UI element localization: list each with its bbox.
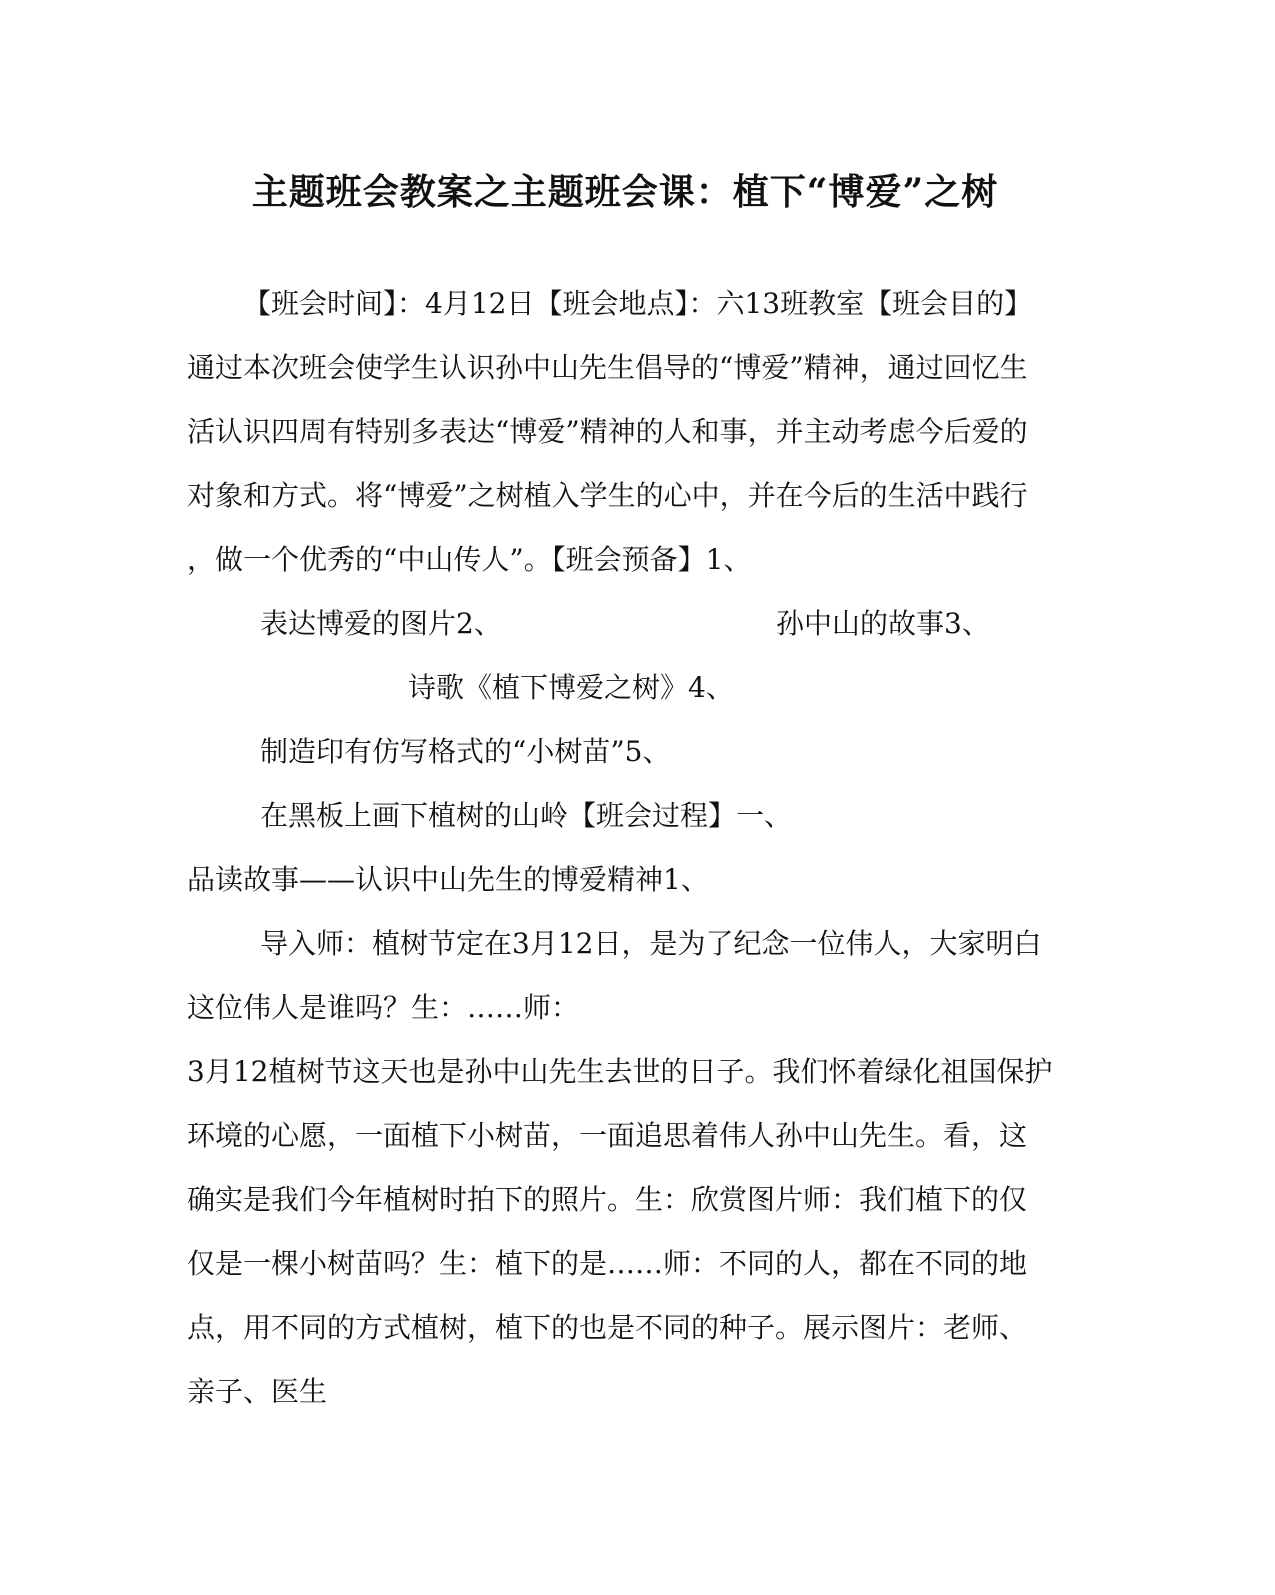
text-line: ，做一个优秀的“中山传人”。【班会预备】1、 — [187, 543, 752, 576]
text-line: 【班会时间】：4月12日【班会地点】：六13班教室【班会目的】 — [243, 287, 1033, 320]
text-line: 对象和方式。将“博爱”之树植入学生的心中，并在今后的生活中践行 — [187, 479, 1028, 512]
text-line: 3月12植树节这天也是孙中山先生去世的日子。我们怀着绿化祖国保护 — [187, 1055, 1053, 1088]
text-line: 在黑板上画下植树的山岭【班会过程】一、 — [260, 799, 793, 832]
text-line: 亲子、医生 — [187, 1375, 328, 1408]
text-line: 孙中山的故事3、 — [776, 607, 990, 640]
text-line: 这位伟人是谁吗？生：……师： — [187, 991, 580, 1024]
text-line: 通过本次班会使学生认识孙中山先生倡导的“博爱”精神，通过回忆生 — [187, 351, 1028, 384]
text-line: 导入师：植树节定在3月12日，是为了纪念一位伟人，大家明白 — [260, 927, 1042, 960]
text-line: 环境的心愿，一面植下小树苗，一面追思着伟人孙中山先生。看，这 — [187, 1119, 1028, 1152]
text-line: 点，用不同的方式植树，植下的也是不同的种子。展示图片：老师、 — [187, 1311, 1028, 1344]
text-line: 制造印有仿写格式的“小树苗”5、 — [260, 735, 671, 768]
text-line: 活认识四周有特别多表达“博爱”精神的人和事，并主动考虑今后爱的 — [187, 415, 1028, 448]
text-line: 表达博爱的图片2、 — [260, 607, 502, 640]
text-line: 确实是我们今年植树时拍下的照片。生：欣赏图片师：我们植下的仅 — [187, 1183, 1028, 1216]
text-line: 品读故事——认识中山先生的博爱精神1、 — [187, 863, 709, 896]
document-title: 主题班会教案之主题班会课：植下“博爱”之树 — [251, 171, 999, 213]
text-line: 诗歌《植下博爱之树》4、 — [408, 671, 734, 704]
text-line: 仅是一棵小树苗吗？生：植下的是……师：不同的人，都在不同的地 — [187, 1247, 1028, 1280]
